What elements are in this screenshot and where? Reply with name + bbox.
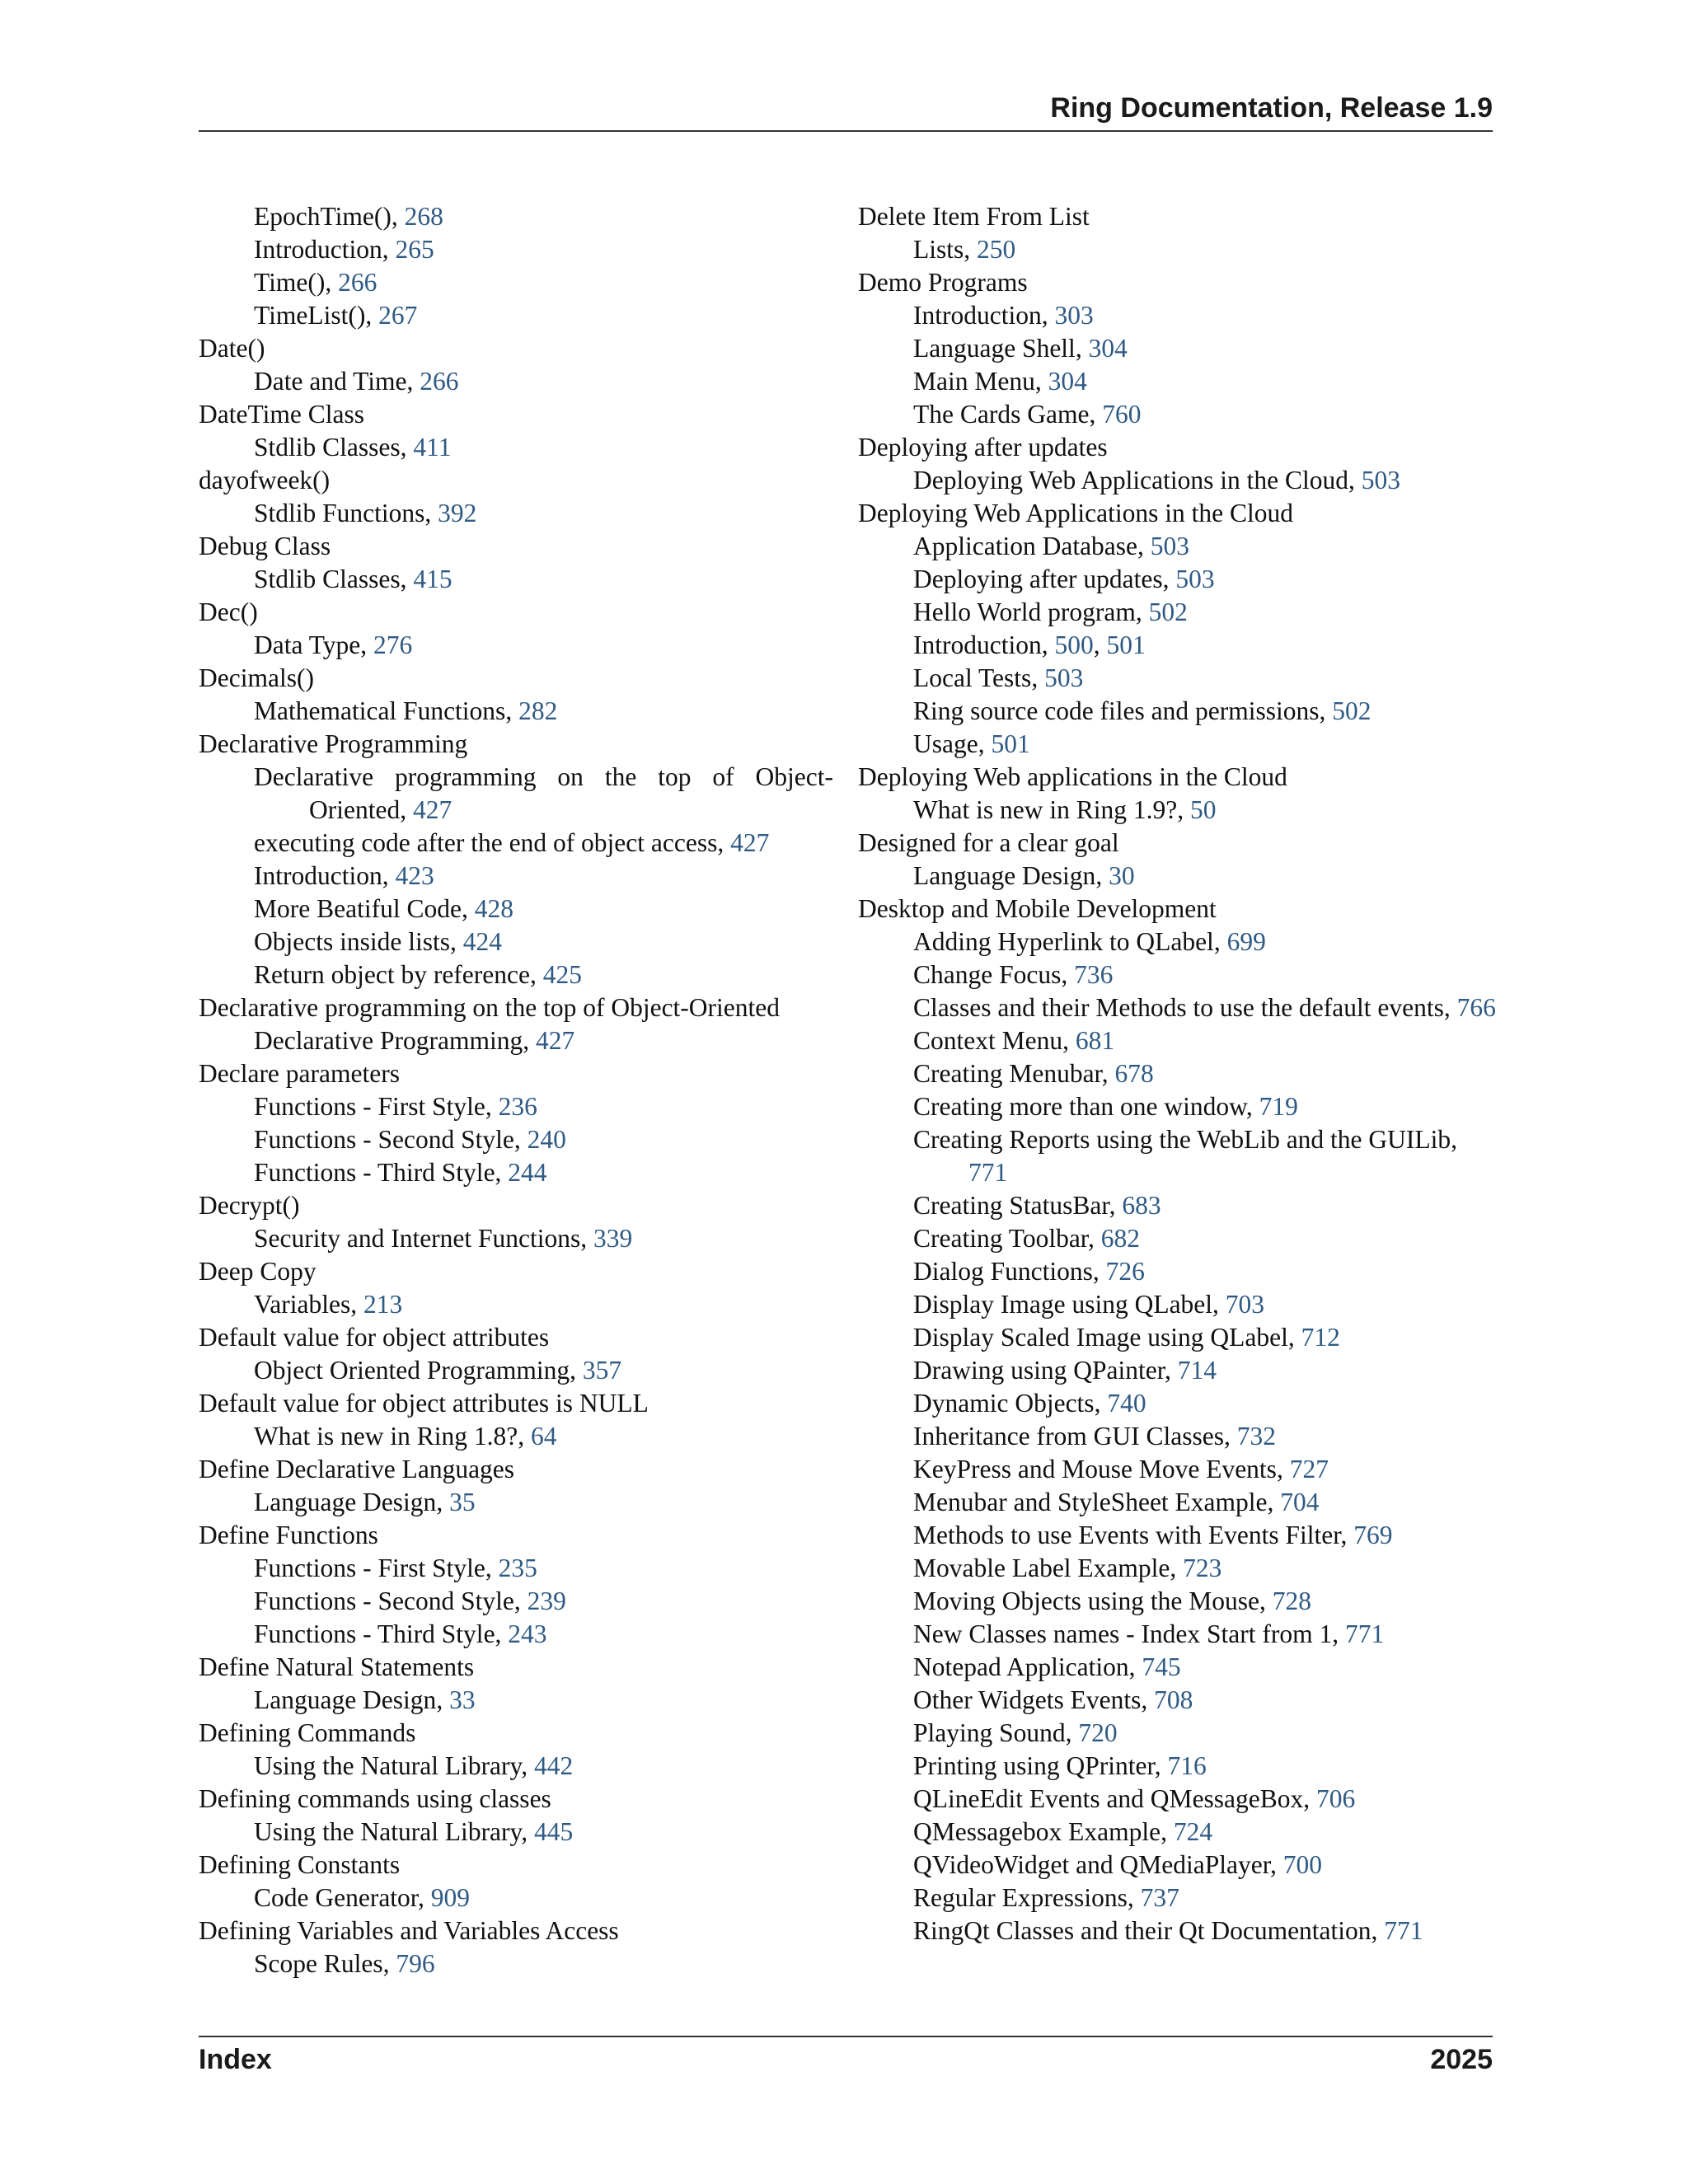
index-term: Deploying after updates <box>913 565 1163 593</box>
index-subentry: Dialog Functions, 726 <box>913 1257 1145 1286</box>
page-link[interactable]: 236 <box>498 1092 537 1121</box>
index-entry <box>199 1717 833 1750</box>
page-link[interactable]: 681 <box>1075 1026 1115 1055</box>
index-term: Inheritance from GUI Classes <box>913 1422 1225 1451</box>
page-link[interactable]: 771 <box>1384 1916 1423 1945</box>
page-link[interactable]: 503 <box>1044 663 1084 692</box>
index-subentry: Language Design, 30 <box>913 861 1135 890</box>
index-subentry: Application Database, 503 <box>913 532 1190 560</box>
index-term: Other Widgets Events <box>913 1685 1142 1714</box>
index-subentry: Language Design, 35 <box>254 1488 476 1516</box>
index-column-right <box>858 200 1501 1947</box>
page-link[interactable]: 339 <box>593 1224 633 1253</box>
page-link[interactable]: 766 <box>1456 993 1496 1022</box>
index-subentry: Classes and their Methods to use the default events, 766 <box>913 993 1496 1022</box>
index-term: executing code after the end of object access <box>254 828 718 857</box>
page-link[interactable]: 425 <box>542 960 582 989</box>
page-link[interactable]: 265 <box>395 235 434 264</box>
index-entry <box>199 1255 833 1288</box>
page-link[interactable]: 428 <box>474 894 513 923</box>
page-link[interactable]: 235 <box>498 1554 537 1582</box>
page-link[interactable]: 392 <box>438 499 477 527</box>
index-subentry: Creating Menubar, 678 <box>913 1059 1154 1088</box>
page-link[interactable]: 442 <box>533 1751 574 1780</box>
index-subentry: Functions - Third Style, 243 <box>254 1619 547 1648</box>
page-link[interactable]: 357 <box>582 1356 622 1385</box>
index-term: Context Menu <box>913 1026 1063 1055</box>
index-entry <box>858 761 1501 794</box>
index-term: Declarative Programming <box>254 1026 523 1055</box>
index-entry <box>199 596 833 629</box>
index-term: Stdlib Functions <box>254 499 425 527</box>
index-subentry: Using the Natural Library, 445 <box>254 1817 574 1846</box>
page-link[interactable]: 503 <box>1150 532 1190 560</box>
index-term: Deploying Web applications in the Cloud <box>858 762 1287 791</box>
index-subentry: Deploying Web Applications in the Cloud, 503 <box>913 466 1400 494</box>
page-link[interactable]: 769 <box>1353 1521 1393 1549</box>
index-entry <box>199 332 833 365</box>
index-subentry: Mathematical Functions, 282 <box>254 696 558 725</box>
index-entry <box>858 497 1501 530</box>
index-term: Define Functions <box>199 1521 378 1549</box>
page-link[interactable]: 796 <box>396 1949 435 1978</box>
index-subentry: Change Focus, 736 <box>913 960 1114 989</box>
index-term: Variables <box>254 1290 351 1319</box>
index-entry <box>858 200 1501 233</box>
page-link[interactable]: 703 <box>1225 1290 1265 1319</box>
index-term: Defining Constants <box>199 1850 401 1879</box>
index-term: QMessagebox Example <box>913 1817 1161 1846</box>
page-link[interactable]: 266 <box>420 367 459 396</box>
index-term: Introduction <box>254 235 382 264</box>
index-term: Scope Rules <box>254 1949 383 1978</box>
index-term: Deploying Web Applications in the Cloud <box>858 499 1293 527</box>
index-subentry: Stdlib Classes, 411 <box>254 433 452 462</box>
index-subentry: Creating StatusBar, 683 <box>913 1191 1161 1220</box>
index-term: Usage <box>913 729 978 758</box>
index-subentry: Menubar and StyleSheet Example, 704 <box>913 1488 1320 1516</box>
index-term: Object Oriented Programming <box>254 1356 570 1385</box>
index-term: Return object by reference <box>254 960 530 989</box>
page-link[interactable]: 240 <box>527 1125 566 1154</box>
index-subentry: Deploying after updates, 503 <box>913 565 1215 593</box>
page-link[interactable]: 502 <box>1148 598 1188 626</box>
index-term: Introduction <box>254 861 382 890</box>
index-term: The Cards Game <box>913 400 1090 429</box>
index-subentry: Introduction, 265 <box>254 235 434 264</box>
index-term: Code Generator <box>254 1883 419 1912</box>
index-subentry: What is new in Ring 1.9?, 50 <box>913 795 1217 824</box>
index-term: Creating more than one window <box>913 1092 1246 1121</box>
index-term: Default value for object attributes <box>199 1323 550 1352</box>
index-entry <box>199 1387 833 1420</box>
index-term: Declarative programming on the top of Object-Oriented <box>199 993 780 1022</box>
page-link[interactable]: 727 <box>1289 1455 1329 1483</box>
page-link[interactable]: 723 <box>1183 1554 1222 1582</box>
page-link[interactable]: 415 <box>413 565 452 593</box>
page-link[interactable]: 716 <box>1167 1751 1207 1780</box>
page-link[interactable]: 501 <box>991 729 1030 758</box>
page-link[interactable]: 502 <box>1332 696 1372 725</box>
index-entry <box>199 1057 833 1090</box>
index-term: Debug Class <box>199 532 331 560</box>
index-subentry: Local Tests, 503 <box>913 663 1084 692</box>
page-link[interactable]: 445 <box>533 1817 574 1846</box>
index-term: Drawing using QPainter <box>913 1356 1165 1385</box>
index-subentry: Display Scaled Image using QLabel, 712 <box>913 1323 1340 1352</box>
index-term: Define Declarative Languages <box>199 1455 515 1483</box>
index-term: What is new in Ring 1.9? <box>913 795 1178 824</box>
index-entry <box>199 1915 833 1947</box>
page-link[interactable]: 266 <box>338 268 377 297</box>
page-link[interactable]: 423 <box>395 861 434 890</box>
page-link[interactable]: 64 <box>530 1422 557 1451</box>
page-link[interactable]: 714 <box>1177 1356 1217 1385</box>
index-subentry: Object Oriented Programming, 357 <box>254 1356 622 1385</box>
footer-divider <box>199 2036 1493 2037</box>
index-term: Date and Time <box>254 367 407 396</box>
index-term: dayofweek() <box>199 466 331 494</box>
index-entry <box>199 1519 833 1552</box>
index-subentry: Inheritance from GUI Classes, 732 <box>913 1422 1277 1451</box>
index-subentry: Using the Natural Library, 442 <box>254 1751 574 1780</box>
index-term: Methods to use Events with Events Filter <box>913 1521 1341 1549</box>
index-subentry: Functions - Second Style, 239 <box>254 1586 566 1615</box>
page-link[interactable]: 427 <box>412 795 452 824</box>
index-entry <box>199 1651 833 1684</box>
index-term: Stdlib Classes <box>254 565 401 593</box>
index-term: Adding Hyperlink to QLabel <box>913 927 1214 956</box>
index-term: Introduction <box>913 301 1042 330</box>
index-term: Deep Copy <box>199 1257 316 1286</box>
index-term: Declarative programming on the top of Object-Oriented <box>254 762 833 824</box>
index-subentry: Ring source code files and permissions, 502 <box>913 696 1372 725</box>
index-term: Delete Item From List <box>858 202 1090 231</box>
page-link[interactable]: 726 <box>1105 1257 1145 1286</box>
index-term: Movable Label Example <box>913 1554 1170 1582</box>
index-term: KeyPress and Mouse Move Events <box>913 1455 1277 1483</box>
index-subentry: Creating more than one window, 719 <box>913 1092 1298 1121</box>
index-subentry: Hello World program, 502 <box>913 598 1188 626</box>
index-subentry: Introduction, 423 <box>254 861 434 890</box>
index-term: Creating Menubar <box>913 1059 1102 1088</box>
index-subentry: Return object by reference, 425 <box>254 960 582 989</box>
index-subentry: The Cards Game, 760 <box>913 400 1142 429</box>
index-term: Functions - First Style <box>254 1092 485 1121</box>
page-link[interactable]: 704 <box>1280 1488 1320 1516</box>
index-term: Language Shell <box>913 334 1076 363</box>
index-subentry: Introduction, 500, 501 <box>913 630 1146 659</box>
index-subentry: What is new in Ring 1.8?, 64 <box>254 1422 557 1451</box>
index-term: More Beatiful Code <box>254 894 462 923</box>
index-term: Regular Expressions <box>913 1883 1128 1912</box>
page-link[interactable]: 239 <box>527 1586 566 1615</box>
index-term: Desktop and Mobile Development <box>858 894 1217 923</box>
index-subentry: Playing Sound, 720 <box>913 1718 1118 1747</box>
index-subentry: Scope Rules, 796 <box>254 1949 435 1978</box>
index-term: Hello World program <box>913 598 1136 626</box>
page-link[interactable]: 740 <box>1107 1389 1146 1418</box>
index-term: Notepad Application <box>913 1652 1129 1681</box>
page-link[interactable]: 427 <box>730 828 770 857</box>
index-term: New Classes names - Index Start from 1 <box>913 1619 1333 1648</box>
index-term: Decimals() <box>199 663 314 692</box>
page-link[interactable]: 243 <box>508 1619 547 1648</box>
index-subentry: TimeList(), 267 <box>254 301 418 330</box>
index-term: Creating Toolbar <box>913 1224 1089 1253</box>
index-subentry: Functions - Second Style, 240 <box>254 1125 566 1154</box>
index-subentry: Functions - First Style, 236 <box>254 1092 537 1121</box>
index-subentry: More Beatiful Code, 428 <box>254 894 513 923</box>
index-term: Functions - Second Style <box>254 1586 514 1615</box>
page-link[interactable]: 411 <box>413 433 452 462</box>
page-link[interactable]: 728 <box>1272 1586 1311 1615</box>
index-entry <box>199 991 833 1024</box>
index-subentry: Date and Time, 266 <box>254 367 459 396</box>
index-subentry: Lists, 250 <box>913 235 1016 264</box>
index-entry <box>199 1321 833 1354</box>
index-term: EpochTime() <box>254 202 392 231</box>
index-term: Ring source code files and permissions <box>913 696 1320 725</box>
index-term: Language Design <box>913 861 1096 890</box>
page-link[interactable]: 304 <box>1048 367 1087 396</box>
index-entry <box>858 266 1501 299</box>
index-term: Declare parameters <box>199 1059 400 1088</box>
index-subentry: Stdlib Classes, 415 <box>254 565 452 593</box>
index-term: Language Design <box>254 1488 437 1516</box>
page-link[interactable]: 720 <box>1078 1718 1118 1747</box>
index-subentry: Creating Toolbar, 682 <box>913 1224 1141 1253</box>
index-subentry: Functions - First Style, 235 <box>254 1554 537 1582</box>
index-term: Demo Programs <box>858 268 1028 297</box>
index-term: Deploying Web Applications in the Cloud <box>913 466 1348 494</box>
page-link[interactable]: 737 <box>1140 1883 1179 1912</box>
index-term: Defining Variables and Variables Access <box>199 1916 619 1945</box>
index-term: Functions - First Style <box>254 1554 485 1582</box>
index-term: Change Focus <box>913 960 1062 989</box>
index-entry <box>199 1783 833 1816</box>
index-term: Display Image using QLabel <box>913 1290 1213 1319</box>
index-term: Defining Commands <box>199 1718 416 1747</box>
index-entry <box>199 1453 833 1486</box>
index-subentry: Methods to use Events with Events Filter, 769 <box>913 1521 1393 1549</box>
index-term: Data Type <box>254 630 361 659</box>
index-term: Introduction <box>913 630 1042 659</box>
index-term: Lists <box>913 235 964 264</box>
footer-page-number: 2025 <box>1430 2044 1493 2075</box>
index-term: Time() <box>254 268 326 297</box>
index-term: Dec() <box>199 598 258 626</box>
index-subentry: Regular Expressions, 737 <box>913 1883 1179 1912</box>
page-link[interactable]: 50 <box>1189 795 1217 824</box>
index-term: QVideoWidget and QMediaPlayer <box>913 1850 1270 1879</box>
index-term: Define Natural Statements <box>199 1652 475 1681</box>
page-link[interactable]: 732 <box>1236 1422 1277 1451</box>
index-entry <box>199 1189 833 1222</box>
index-entry <box>199 728 833 761</box>
index-term: Declarative Programming <box>199 729 468 758</box>
index-term: Using the Natural Library <box>254 1817 522 1846</box>
index-subentry: Introduction, 303 <box>913 301 1094 330</box>
page-link[interactable]: 304 <box>1088 334 1128 363</box>
index-term: Moving Objects using the Mouse <box>913 1586 1259 1615</box>
index-term: Functions - Second Style <box>254 1125 514 1154</box>
index-term: Decrypt() <box>199 1191 300 1220</box>
index-term: Menubar and StyleSheet Example <box>913 1488 1268 1516</box>
page-link[interactable]: 712 <box>1301 1323 1340 1352</box>
index-term: Printing using QPrinter <box>913 1751 1155 1780</box>
page-link[interactable]: 682 <box>1100 1224 1141 1253</box>
page-link[interactable]: 678 <box>1114 1059 1154 1088</box>
index-term: Using the Natural Library <box>254 1751 522 1780</box>
index-term: Stdlib Classes <box>254 433 401 462</box>
index-subentry: Context Menu, 681 <box>913 1026 1115 1055</box>
index-term: TimeList() <box>254 301 366 330</box>
page-link[interactable]: 771 <box>1345 1619 1385 1648</box>
index-subentry: Adding Hyperlink to QLabel, 699 <box>913 927 1266 956</box>
index-entry <box>199 530 833 563</box>
index-term: Deploying after updates <box>858 433 1108 462</box>
index-entry <box>858 431 1501 464</box>
index-term: Main Menu <box>913 367 1035 396</box>
index-subentry: Movable Label Example, 723 <box>913 1554 1222 1582</box>
index-subentry: Moving Objects using the Mouse, 728 <box>913 1586 1311 1615</box>
index-subentry: Declarative Programming, 427 <box>254 1026 575 1055</box>
index-subentry: Variables, 213 <box>254 1290 403 1319</box>
page-link[interactable]: 719 <box>1259 1092 1298 1121</box>
index-subentry: RingQt Classes and their Qt Documentation, 771 <box>913 1916 1423 1945</box>
index-term: Language Design <box>254 1685 437 1714</box>
index-subentry: QLineEdit Events and QMessageBox, 706 <box>913 1784 1356 1813</box>
index-term: Mathematical Functions <box>254 696 506 725</box>
index-subentry: Printing using QPrinter, 716 <box>913 1751 1207 1780</box>
page-link[interactable]: 267 <box>378 301 418 330</box>
index-entry <box>858 827 1501 860</box>
index-subentry: Main Menu, 304 <box>913 367 1087 396</box>
index-subentry: New Classes names - Index Start from 1, 771 <box>913 1619 1385 1648</box>
page-link[interactable]: 745 <box>1142 1652 1181 1681</box>
index-term: Classes and their Methods to use the default events <box>913 993 1444 1022</box>
running-header-title: Ring Documentation, Release 1.9 <box>1050 92 1493 124</box>
index-subentry: QVideoWidget and QMediaPlayer, 700 <box>913 1850 1322 1879</box>
index-term: RingQt Classes and their Qt Documentation <box>913 1916 1372 1945</box>
page-link[interactable]: 700 <box>1282 1850 1322 1879</box>
index-subentry: Drawing using QPainter, 714 <box>913 1356 1217 1385</box>
index-subentry: Notepad Application, 745 <box>913 1652 1181 1681</box>
index-subentry: Language Shell, 304 <box>913 334 1128 363</box>
index-term: Objects inside lists <box>254 927 450 956</box>
page-link[interactable]: 500 <box>1054 630 1094 659</box>
index-term: Creating Reports using the WebLib and the GUILib <box>913 1125 1451 1154</box>
index-term: Local Tests <box>913 663 1032 692</box>
index-term: Playing Sound <box>913 1718 1066 1747</box>
page-link[interactable]: 683 <box>1122 1191 1161 1220</box>
page-link[interactable]: 33 <box>449 1685 476 1714</box>
index-subentry: Language Design, 33 <box>254 1685 476 1714</box>
index-subentry: Code Generator, 909 <box>254 1883 471 1912</box>
page-link[interactable]: 427 <box>536 1026 575 1055</box>
page-link[interactable]: 424 <box>462 927 502 956</box>
page-link[interactable]: 213 <box>363 1290 403 1319</box>
page-link[interactable]: 30 <box>1109 861 1135 890</box>
page-link[interactable]: 250 <box>977 235 1016 264</box>
index-subentry: Objects inside lists, 424 <box>254 927 502 956</box>
page-link[interactable]: 244 <box>508 1158 547 1187</box>
index-column-left <box>199 200 833 1980</box>
index-subentry: Display Image using QLabel, 703 <box>913 1290 1265 1319</box>
index-term: Dynamic Objects <box>913 1389 1095 1418</box>
index-term: Defining commands using classes <box>199 1784 551 1813</box>
index-term: Date() <box>199 334 265 363</box>
page-link[interactable]: 699 <box>1226 927 1266 956</box>
index-subentry: Declarative programming on the top of Object-Oriented, 427 <box>254 762 833 824</box>
index-subentry: Stdlib Functions, 392 <box>254 499 477 527</box>
page-link[interactable]: 503 <box>1175 565 1215 593</box>
index-subentry: Security and Internet Functions, 339 <box>254 1224 633 1253</box>
footer-section-label: Index <box>199 2044 272 2075</box>
index-term: QLineEdit Events and QMessageBox <box>913 1784 1304 1813</box>
index-subentry: KeyPress and Mouse Move Events, 727 <box>913 1455 1329 1483</box>
index-term: Display Scaled Image using QLabel <box>913 1323 1288 1352</box>
page-link[interactable]: 706 <box>1316 1784 1356 1813</box>
index-subentry: Functions - Third Style, 244 <box>254 1158 547 1187</box>
index-subentry: Other Widgets Events, 708 <box>913 1685 1193 1714</box>
index-term: Designed for a clear goal <box>858 828 1119 857</box>
index-term: Default value for object attributes is NULL <box>199 1389 649 1418</box>
index-term: Creating StatusBar <box>913 1191 1109 1220</box>
index-subentry: EpochTime(), 268 <box>254 202 443 231</box>
index-term: Functions - Third Style <box>254 1619 495 1648</box>
page-link[interactable]: 760 <box>1102 400 1142 429</box>
index-term: Security and Internet Functions <box>254 1224 581 1253</box>
page-link[interactable]: 771 <box>968 1158 1008 1187</box>
page-link[interactable]: 724 <box>1173 1817 1213 1846</box>
index-subentry: Dynamic Objects, 740 <box>913 1389 1146 1418</box>
page-link[interactable]: 909 <box>430 1883 471 1912</box>
index-entry <box>199 464 833 497</box>
index-term: Dialog Functions <box>913 1257 1093 1286</box>
page-link[interactable]: 35 <box>449 1488 476 1516</box>
index-subentry: Usage, 501 <box>913 729 1030 758</box>
page-link[interactable]: 736 <box>1074 960 1114 989</box>
index-term: Application Database <box>913 532 1138 560</box>
index-term: What is new in Ring 1.8? <box>254 1422 518 1451</box>
page-link[interactable]: 268 <box>404 202 443 231</box>
header-divider <box>199 130 1493 132</box>
index-subentry: QMessagebox Example, 724 <box>913 1817 1213 1846</box>
index-entry <box>199 1849 833 1882</box>
page-link[interactable]: 503 <box>1361 466 1400 494</box>
page-link[interactable]: 276 <box>373 630 413 659</box>
index-term: Functions - Third Style <box>254 1158 495 1187</box>
index-subentry: Data Type, 276 <box>254 630 413 659</box>
index-entry <box>858 893 1501 926</box>
index-subentry: Creating Reports using the WebLib and the GUILib, 771 <box>913 1125 1458 1187</box>
index-term: DateTime Class <box>199 400 364 429</box>
page-link[interactable]: 303 <box>1054 301 1094 330</box>
index-entry <box>199 398 833 431</box>
page-link[interactable]: 501 <box>1106 630 1146 659</box>
page-link[interactable]: 708 <box>1154 1685 1193 1714</box>
index-entry <box>199 662 833 695</box>
page-link[interactable]: 282 <box>518 696 558 725</box>
index-subentry: executing code after the end of object access, 427 <box>254 828 770 857</box>
index-subentry: Time(), 266 <box>254 268 377 297</box>
